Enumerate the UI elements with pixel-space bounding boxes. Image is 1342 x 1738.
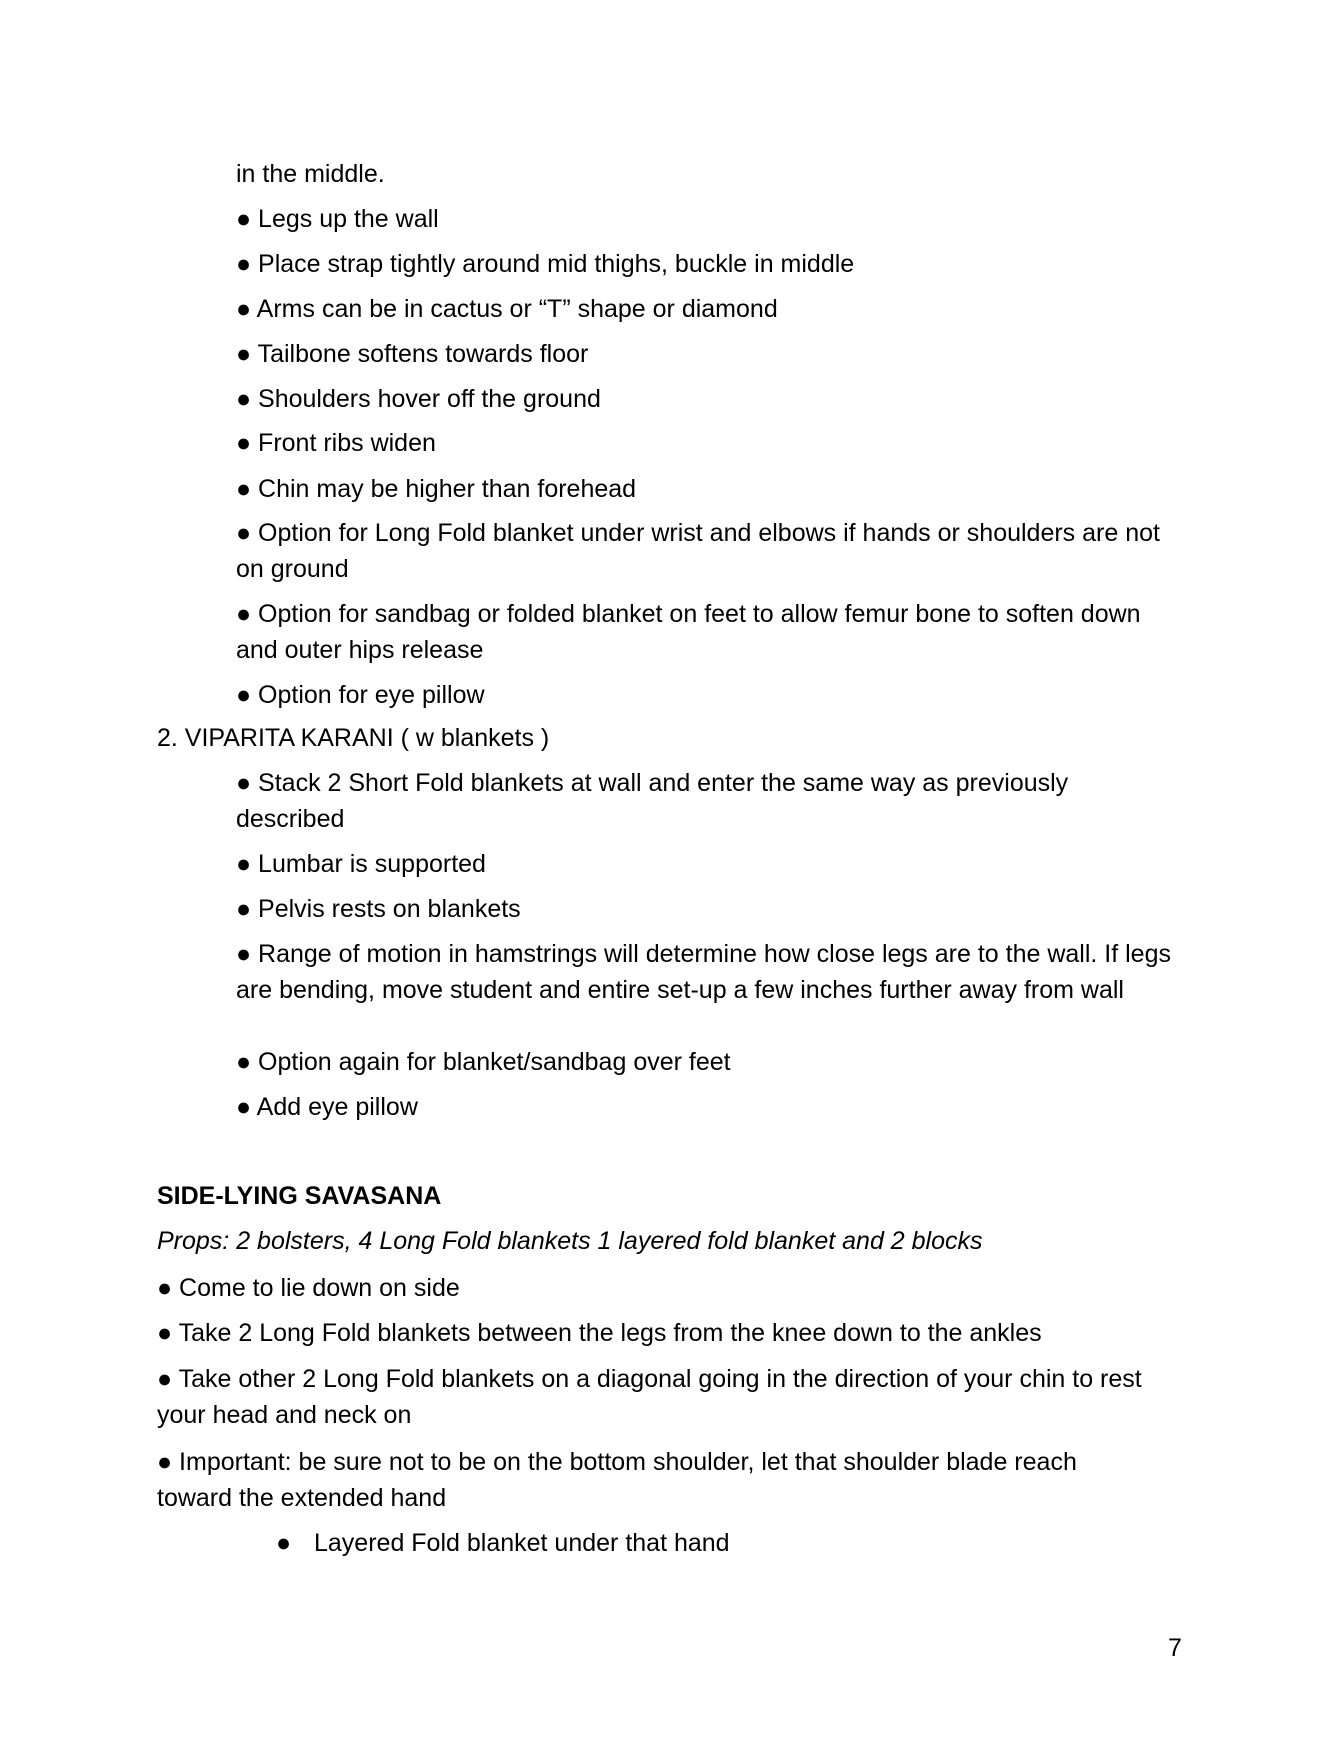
list-item: ● Take 2 Long Fold blankets between the legs from the knee down to the ankles (157, 1319, 1042, 1347)
page-number: 7 (1168, 1634, 1182, 1662)
section-heading: SIDE-LYING SAVASANA (157, 1182, 442, 1210)
list-item: ● Add eye pillow (236, 1093, 418, 1121)
list-item: ● Front ribs widen (236, 429, 436, 457)
list-item: ● Pelvis rests on blankets (236, 895, 521, 923)
list-item: ● Important: be sure not to be on the bottom shoulder, let that shoulder blade reach toward the extended hand (157, 1448, 1077, 1512)
list-item: ● Lumbar is supported (236, 850, 486, 878)
bullet-icon: ● (276, 1529, 292, 1557)
list-item: ● Option for Long Fold blanket under wrist and elbows if hands or shoulders are not on ground (236, 519, 1160, 583)
list-item: ● Place strap tightly around mid thighs, buckle in middle (236, 250, 855, 278)
list-item: ● Take other 2 Long Fold blankets on a diagonal going in the direction of your chin to rest your head and neck on (157, 1365, 1142, 1429)
list-item: ● Tailbone softens towards floor (236, 340, 589, 368)
list-item: ● Shoulders hover off the ground (236, 385, 601, 413)
continuation-text: in the middle. (236, 160, 385, 188)
list-item: ● Option for eye pillow (236, 681, 485, 709)
list-item: ● Stack 2 Short Fold blankets at wall and enter the same way as previously described (236, 769, 1069, 833)
list-item: ● Option again for blanket/sandbag over feet (236, 1048, 731, 1076)
list-item: ● Chin may be higher than forehead (236, 475, 637, 503)
list-item: ● Arms can be in cactus or “T” shape or diamond (236, 295, 778, 323)
list-item: ● Range of motion in hamstrings will determine how close legs are to the wall. If legs are bending, move student and entire set-up a few inches further away from wall (236, 940, 1171, 1004)
sub-list-item: Layered Fold blanket under that hand (314, 1529, 730, 1557)
list-item: ● Come to lie down on side (157, 1274, 460, 1302)
list-item: ● Legs up the wall (236, 205, 439, 233)
section-title: 2. VIPARITA KARANI ( w blankets ) (157, 724, 550, 752)
list-item: ● Option for sandbag or folded blanket on feet to allow femur bone to soften down and outer hips release (236, 600, 1141, 664)
props-line: Props: 2 bolsters, 4 Long Fold blankets 1 layered fold blanket and 2 blocks (157, 1227, 983, 1255)
